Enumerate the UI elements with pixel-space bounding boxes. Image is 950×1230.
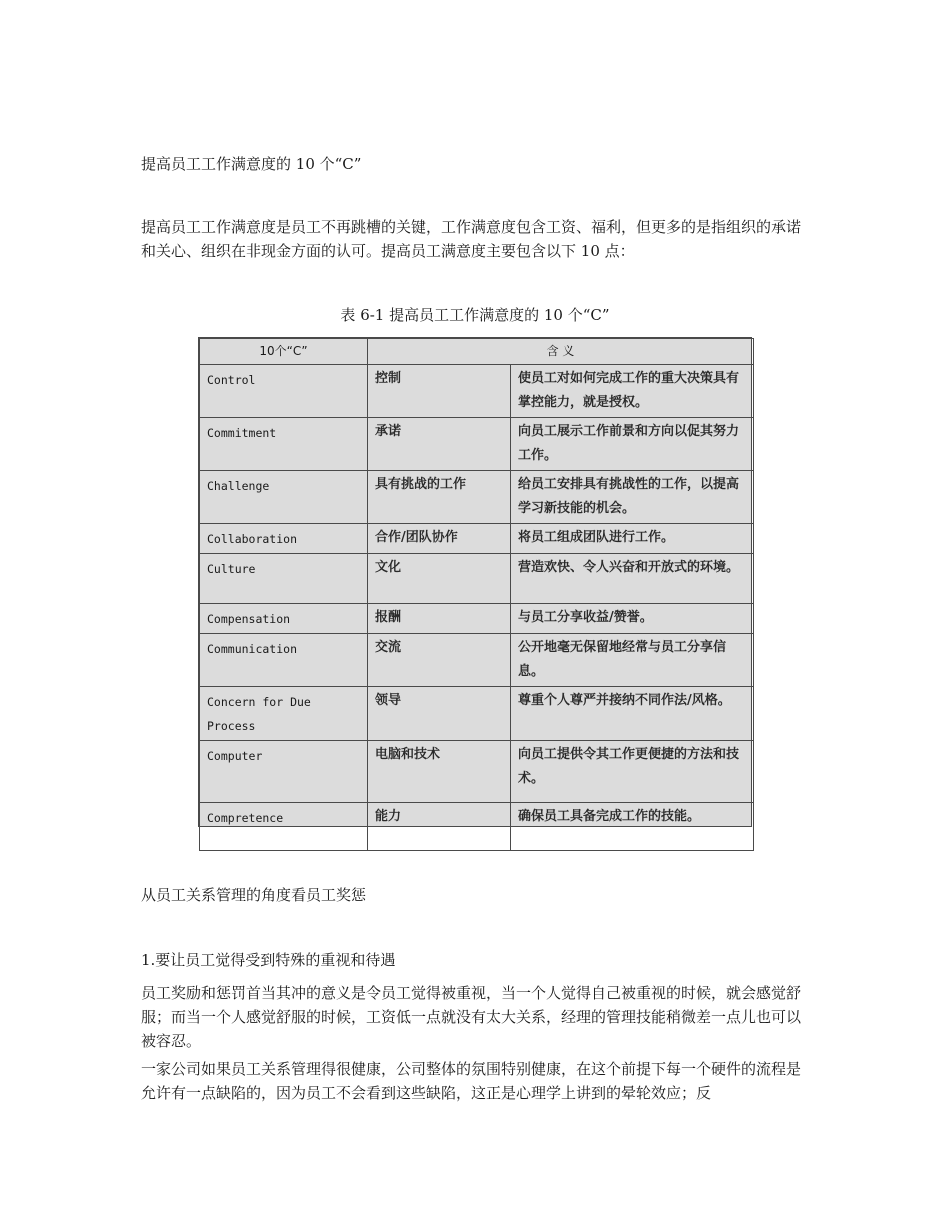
row-c-name: Compensation: [200, 604, 368, 634]
table-row: [200, 554, 754, 604]
row-meaning: 向员工提供令其工作更便捷的方法和技术。: [511, 741, 754, 803]
row-term: 控制: [368, 365, 511, 418]
row-c-name: Communication: [200, 634, 368, 687]
row-term: 承诺: [368, 418, 511, 471]
row-c-name: Collaboration: [200, 524, 368, 554]
header-meaning: 含 义: [368, 339, 754, 365]
table-row: [200, 418, 754, 471]
row-term: 交流: [368, 634, 511, 687]
table-row: [200, 471, 754, 524]
row-c-name: Compretence: [200, 803, 368, 851]
body-paragraph: 员工奖励和惩罚首当其冲的意义是令员工觉得被重视，当一个人觉得自己被重视的时候，就会感觉舒服；而当一个人感觉舒服的时候，工资低一点就没有太大关系，经理的管理技能稍微差一点儿也可以被容忍。: [141, 984, 802, 1050]
table-row: [200, 604, 754, 634]
body-paragraph: 一家公司如果员工关系管理得很健康，公司整体的氛围特别健康，在这个前提下每一个硬件的流程是允许有一点缺陷的，因为员工不会看到这些缺陷，这正是心理学上讲到的晕轮效应；反: [141, 1060, 802, 1102]
ten-c-table: [198, 337, 752, 827]
header-c: 10个“C”: [200, 339, 368, 365]
table-row: [200, 634, 754, 687]
table-row: [200, 687, 754, 741]
row-c-name: Challenge: [200, 471, 368, 524]
document-title: 提高员工工作满意度的 10 个“C”: [141, 155, 362, 173]
row-c-name: Culture: [200, 554, 368, 604]
row-term: 能力: [368, 803, 511, 851]
row-meaning: 确保员工具备完成工作的技能。: [511, 803, 754, 851]
section-title: 从员工关系管理的角度看员工奖惩: [141, 886, 367, 904]
point-title: 1.要让员工觉得受到特殊的重视和待遇: [141, 951, 396, 969]
row-c-name: Commitment: [200, 418, 368, 471]
row-meaning: 给员工安排具有挑战性的工作，以提高学习新技能的机会。: [511, 471, 754, 524]
row-term: 报酬: [368, 604, 511, 634]
row-meaning: 尊重个人尊严并接纳不同作法/风格。: [511, 687, 754, 741]
row-term: 文化: [368, 554, 511, 604]
row-c-name: Computer: [200, 741, 368, 803]
row-c-name: Concern for Due Process: [200, 687, 368, 741]
table-row: [200, 524, 754, 554]
row-term: 合作/团队协作: [368, 524, 511, 554]
table-caption: 表 6-1 提高员工工作满意度的 10 个“C”: [340, 306, 610, 324]
row-meaning: 营造欢快、令人兴奋和开放式的环境。: [511, 554, 754, 604]
table-row: [200, 365, 754, 418]
row-c-name: Control: [200, 365, 368, 418]
intro-paragraph: 提高员工工作满意度是员工不再跳槽的关键，工作满意度包含工资、福利，但更多的是指组织的承诺和关心、组织在非现金方面的认可。提高员工满意度主要包含以下 10 点：: [141, 218, 802, 260]
row-term: 具有挑战的工作: [368, 471, 511, 524]
row-meaning: 与员工分享收益/赞誉。: [511, 604, 754, 634]
table-row: [200, 803, 754, 851]
row-term: 领导: [368, 687, 511, 741]
row-term: 电脑和技术: [368, 741, 511, 803]
table-header-row: [200, 339, 754, 365]
row-meaning: 将员工组成团队进行工作。: [511, 524, 754, 554]
row-meaning: 使员工对如何完成工作的重大决策具有掌控能力，就是授权。: [511, 365, 754, 418]
row-meaning: 向员工展示工作前景和方向以促其努力工作。: [511, 418, 754, 471]
table-row: [200, 741, 754, 803]
row-meaning: 公开地毫无保留地经常与员工分享信息。: [511, 634, 754, 687]
